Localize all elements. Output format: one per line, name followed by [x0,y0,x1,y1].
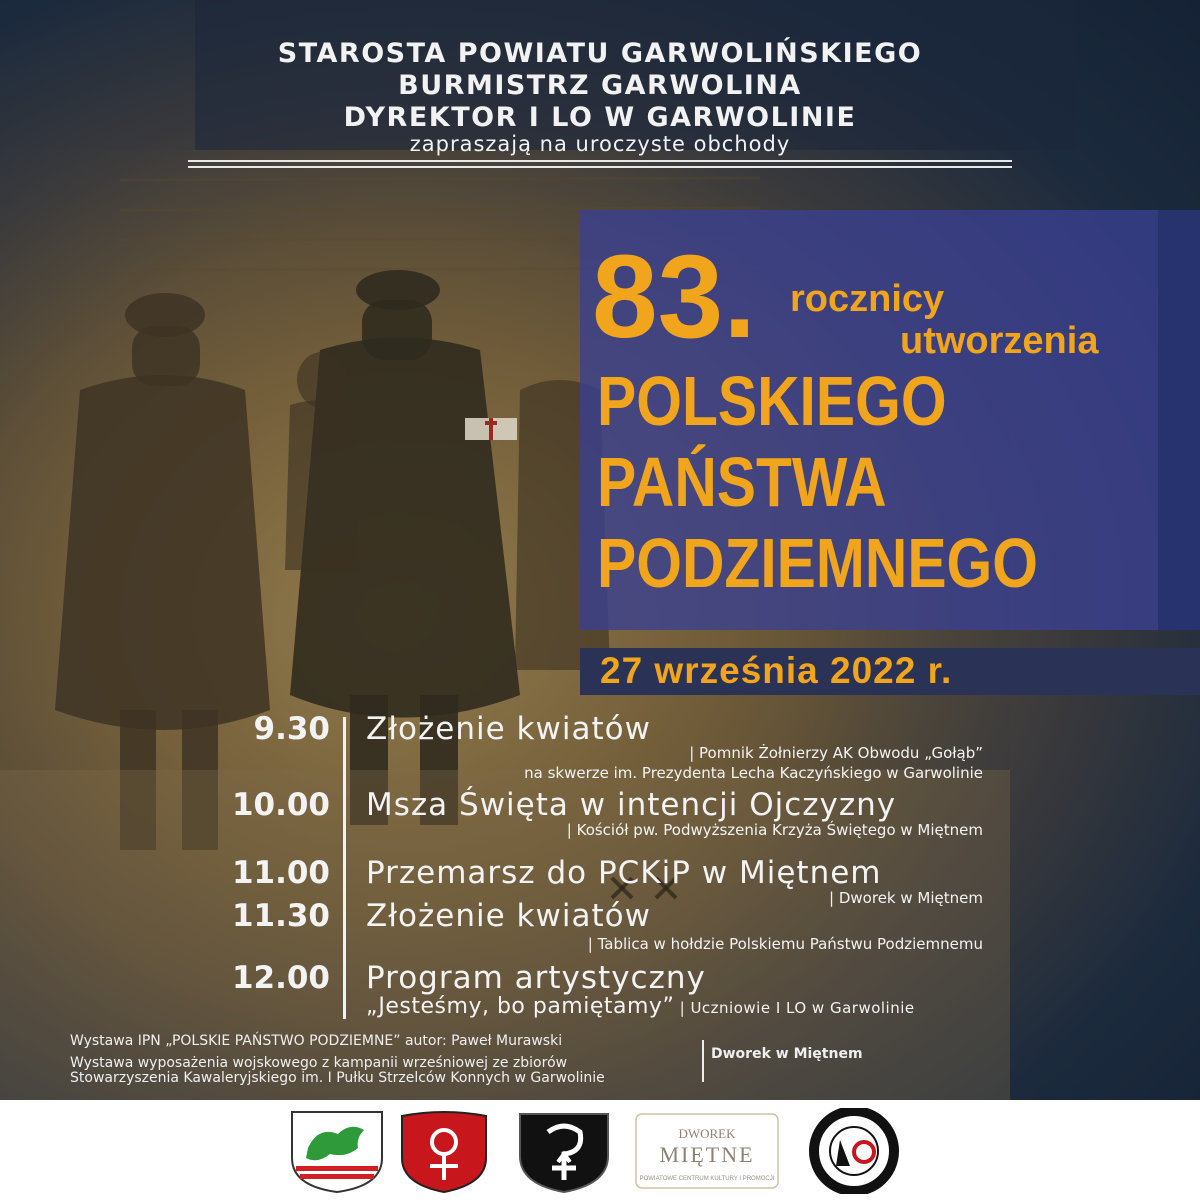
organizer-3: DYREKTOR I LO W GARWOLINIE [343,102,857,133]
program-performers: | Uczniowie I LO w Garwolinie [674,999,915,1017]
schedule-event: Msza Święta w intencji Ojczyzny [366,787,897,823]
dworek-logo-line-2: MIĘTNE [659,1142,755,1167]
schedule-venue-detail: na skwerze im. Prezydenta Lecha Kaczyńskiego w Garwolinie [524,764,983,782]
schedule-event: Złożenie kwiatów [366,711,651,747]
dworek-mietne-logo [632,1108,782,1194]
schedule-venue: | Kościół pw. Podwyższenia Krzyża Świętego w Miętnem [566,821,983,839]
organizer-1: STAROSTA POWIATU GARWOLIŃSKIEGO [277,38,923,69]
powiat-coat-of-arms-logo [288,1108,386,1194]
schedule-venue: | Tablica w hołdzie Polskiemu Państwu Podziemnemu [587,935,983,953]
title-panel-edge [1158,210,1200,630]
schedule-event: Przemarsz do PCKiP w Miętnem [366,855,882,891]
program-quote: „Jesteśmy, bo pamiętamy” [366,994,675,1019]
title-line-1: POLSKIEGO [597,362,947,440]
polska-walczaca-logo [516,1108,612,1194]
schedule-time: 9.30 [253,711,330,747]
schedule-time: 11.30 [231,898,330,934]
exhibition-military-1: Wystawa wyposażenia wojskowego z kampanii wrześniowej ze zbiorów [70,1055,568,1071]
organizer-2: BURMISTRZ GARWOLINA [398,70,802,101]
schedule-time: 11.00 [231,855,330,891]
dworek-logo-subtitle: POWIATOWE CENTRUM KULTURY I PROMOCJI [639,1176,775,1182]
title-line-2: PAŃSTWA [597,443,887,521]
divider-top [188,160,1012,162]
anniversary-word-2: utworzenia [900,320,1099,362]
sponsor-logos [0,1100,1200,1200]
divider-bottom [188,166,1012,168]
exhibition-divider [702,1040,704,1082]
dworek-logo-line-1: DWOREK [678,1126,736,1141]
anniversary-word-1: rocznicy [790,278,945,320]
schedule-time: 10.00 [231,787,330,823]
schedule-venue: | Pomnik Żołnierzy AK Obwodu „Gołąb” [689,744,983,762]
invitation-text: zapraszają na uroczyste obchody [409,132,791,156]
schedule-time: 12.00 [231,960,330,996]
title-line-3: PODZIEMNEGO [597,524,1039,602]
exhibition-ipn: Wystawa IPN „POLSKIE PAŃSTWO PODZIEMNE” autor: Paweł Murawski [70,1033,563,1049]
exhibition-military-2: Stowarzyszenia Kawaleryjskiego im. I Pułku Strzelców Konnych w Garwolinie [70,1070,605,1086]
event-date: 27 września 2022 r. [600,650,953,691]
schedule-venue [366,994,915,1021]
schedule-event: Program artystyczny [366,960,706,996]
anniversary-number: 83. [592,231,757,363]
schedule-venue: | Dworek w Miętnem [829,889,983,907]
schedule-event: Złożenie kwiatów [366,898,651,934]
schedule-divider [343,717,346,1019]
garwolin-coat-of-arms-logo [398,1108,490,1194]
school-lo-logo [796,1108,912,1194]
exhibition-location: Dworek w Miętnem [711,1046,863,1062]
